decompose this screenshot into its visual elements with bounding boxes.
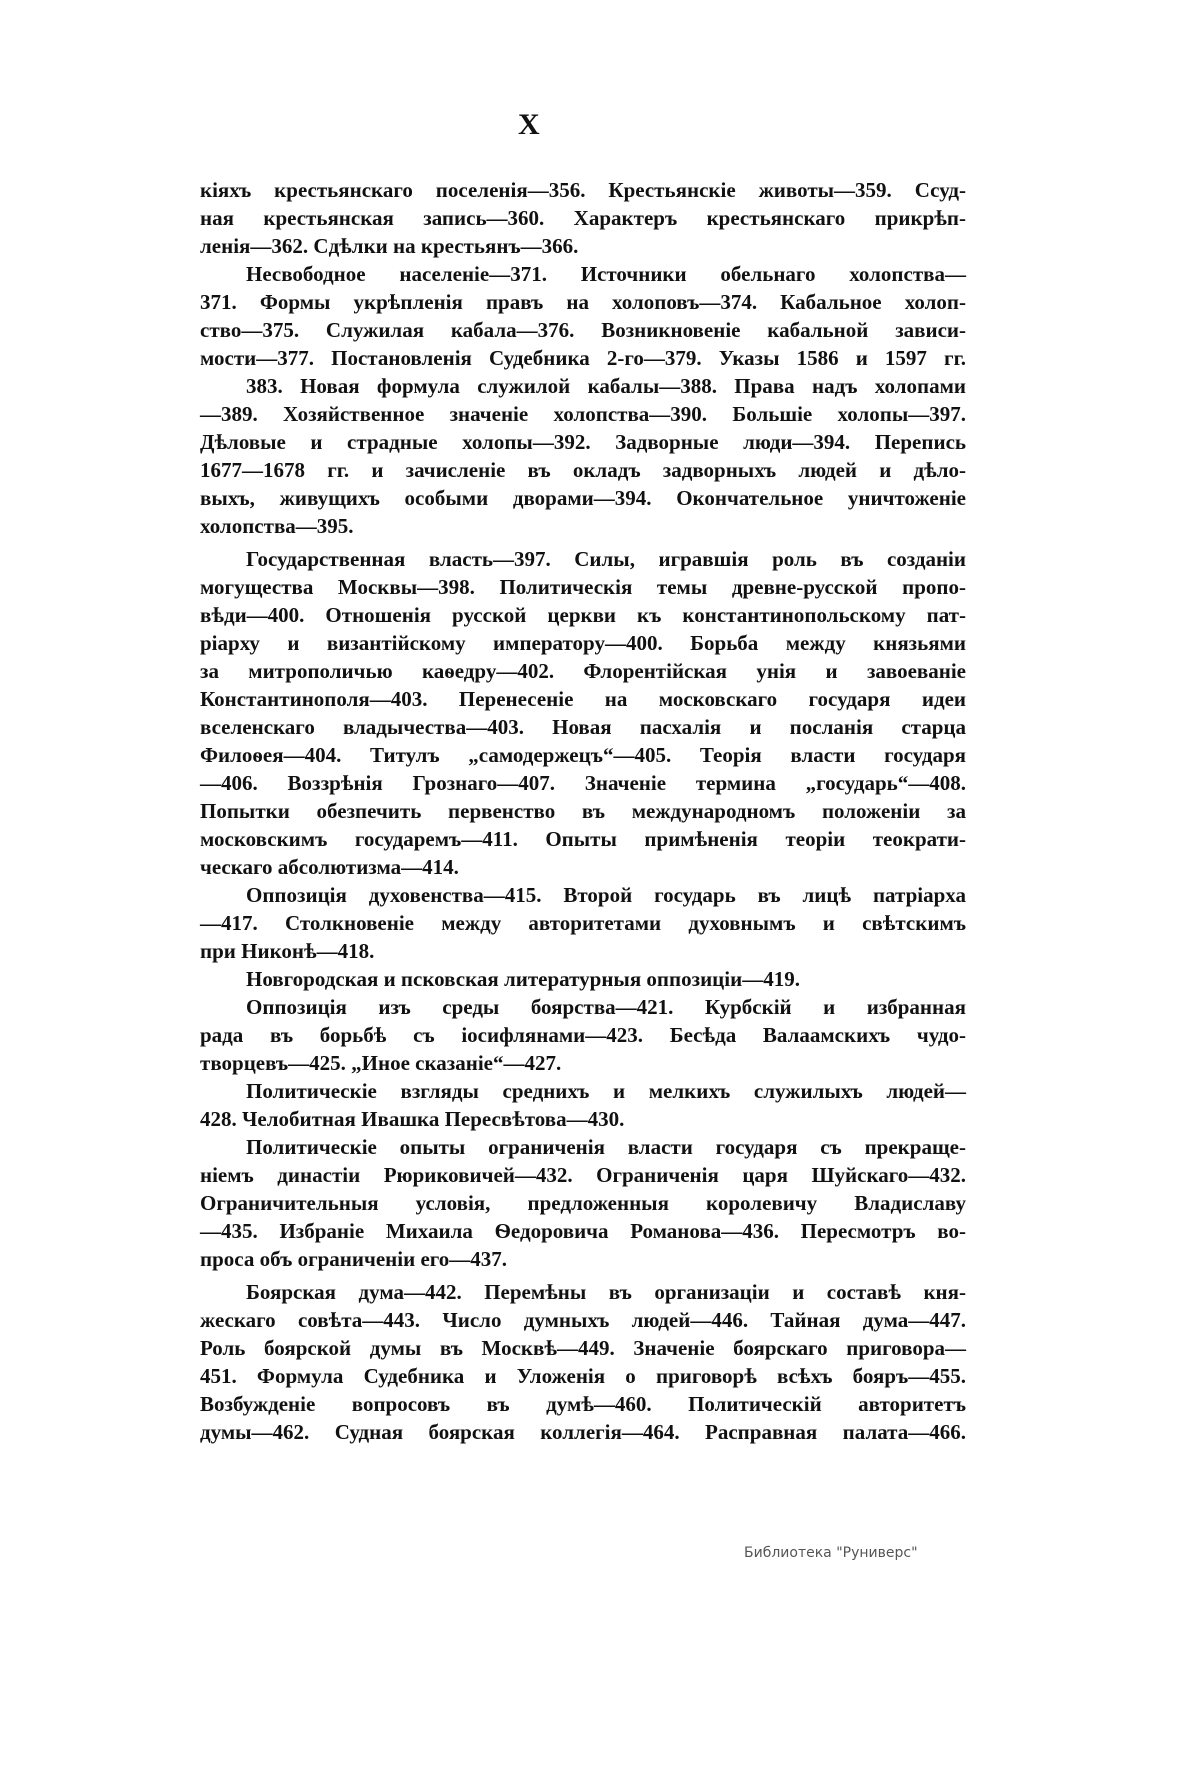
table-of-contents-text <box>200 176 966 1446</box>
paragraph <box>200 1077 966 1133</box>
text-line: Попытки обезпечить первенство въ международномъ положеніи за <box>200 799 966 823</box>
text-line: 451. Формула Судебника и Уложенія о приговорѣ всѣхъ бояръ—455. <box>200 1364 966 1388</box>
text-line: кіяхъ крестьянскаго поселенія—356. Крестьянскіе животы—359. Ссуд- <box>200 178 966 202</box>
text-line: Константинополя—403. Перенесеніе на московскаго государя идеи <box>200 687 966 711</box>
text-line: 428. Челобитная Ивашка Пересвѣтова—430. <box>200 1107 625 1131</box>
text-line: вселенскаго владычества—403. Новая пасхалія и посланія старца <box>200 715 966 739</box>
paragraph <box>200 260 966 372</box>
text-line: Политическіе опыты ограниченія власти государя съ прекраще- <box>246 1135 966 1159</box>
paragraph <box>200 1133 966 1273</box>
paragraph <box>200 881 966 965</box>
text-line: могущества Москвы—398. Политическія темы древне-русской пропо- <box>200 575 966 599</box>
text-line: творцевъ—425. „Иное сказаніе“—427. <box>200 1051 562 1075</box>
text-line: за митрополичью каѳедру—402. Флорентійская унія и завоеваніе <box>200 659 966 683</box>
text-line: —406. Воззрѣнія Грознаго—407. Значеніе термина „государь“—408. <box>200 771 966 795</box>
text-line: ріарху и византійскому императору—400. Борьба между князьями <box>200 631 966 655</box>
paragraph <box>200 176 966 260</box>
library-watermark: Библиотека "Руниверс" <box>744 1545 918 1561</box>
page-number: X <box>518 108 540 141</box>
text-line: рада въ борьбѣ съ іосифлянами—423. Бесѣда Валаамскихъ чудо- <box>200 1023 966 1047</box>
text-line: Несвободное населеніе—371. Источники обельнаго холопства— <box>246 262 966 286</box>
text-line: 1677—1678 гг. и зачисленіе въ окладъ задворныхъ людей и дѣло- <box>200 458 966 482</box>
text-line: Боярская дума—442. Перемѣны въ организаціи и составѣ кня- <box>246 1280 966 1304</box>
text-line: при Никонѣ—418. <box>200 939 375 963</box>
text-line: вѣди—400. Отношенія русской церкви къ константинопольскому пат- <box>200 603 966 627</box>
text-line: ческаго абсолютизма—414. <box>200 855 459 879</box>
paragraph <box>200 993 966 1077</box>
text-line: Новгородская и псковская литературныя оппозиціи—419. <box>246 967 800 991</box>
text-line: —389. Хозяйственное значеніе холопства—390. Большіе холопы—397. <box>200 402 966 426</box>
text-line: Дѣловые и страдные холопы—392. Задворные люди—394. Перепись <box>200 430 966 454</box>
text-line: жескаго совѣта—443. Число думныхъ людей—446. Тайная дума—447. <box>200 1308 966 1332</box>
text-line: 383. Новая формула служилой кабалы—388. Права надъ холопами <box>246 374 966 398</box>
text-line: мости—377. Постановленія Судебника 2-го—379. Указы 1586 и 1597 гг. <box>200 346 966 370</box>
text-line: Возбужденіе вопросовъ въ думѣ—460. Политическій авторитетъ <box>200 1392 966 1416</box>
paragraph <box>200 545 966 881</box>
text-line: проса объ ограниченіи его—437. <box>200 1247 508 1271</box>
text-line: Государственная власть—397. Силы, игравшія роль въ созданіи <box>246 547 966 571</box>
text-line: думы—462. Судная боярская коллегія—464. Расправная палата—466. <box>200 1420 966 1444</box>
text-line: Оппозиція изъ среды боярства—421. Курбскій и избранная <box>246 995 966 1019</box>
text-line: Роль боярской думы въ Москвѣ—449. Значеніе боярскаго приговора— <box>200 1336 966 1360</box>
text-line: —417. Столкновеніе между авторитетами духовнымъ и свѣтскимъ <box>200 911 966 935</box>
text-line: ная крестьянская запись—360. Характеръ крестьянскаго прикрѣп- <box>200 206 966 230</box>
text-line: 371. Формы укрѣпленія правъ на холоповъ—374. Кабальное холоп- <box>200 290 966 314</box>
paragraph <box>200 965 966 993</box>
text-line: Ограничительныя условія, предложенныя королевичу Владиславу <box>200 1191 966 1215</box>
paragraph <box>200 1278 966 1446</box>
text-line: холопства—395. <box>200 514 354 538</box>
text-line: московскимъ государемъ—411. Опыты примѣненія теоріи теократи- <box>200 827 966 851</box>
paragraph <box>200 372 966 540</box>
text-line: ство—375. Служилая кабала—376. Возникновеніе кабальной зависи- <box>200 318 966 342</box>
text-line: Оппозиція духовенства—415. Второй государь въ лицѣ патріарха <box>246 883 966 907</box>
text-line: Политическіе взгляды среднихъ и мелкихъ служилыхъ людей— <box>246 1079 966 1103</box>
text-line: Филоѳея—404. Титулъ „самодержецъ“—405. Теорія власти государя <box>200 743 966 767</box>
text-line: ленія—362. Сдѣлки на крестьянъ—366. <box>200 234 579 258</box>
text-line: ніемъ династіи Рюриковичей—432. Ограниченія царя Шуйскаго—432. <box>200 1163 966 1187</box>
text-line: выхъ, живущихъ особыми дворами—394. Окончательное уничтоженіе <box>200 486 966 510</box>
text-line: —435. Избраніе Михаила Ѳедоровича Романова—436. Пересмотръ во- <box>200 1219 966 1243</box>
